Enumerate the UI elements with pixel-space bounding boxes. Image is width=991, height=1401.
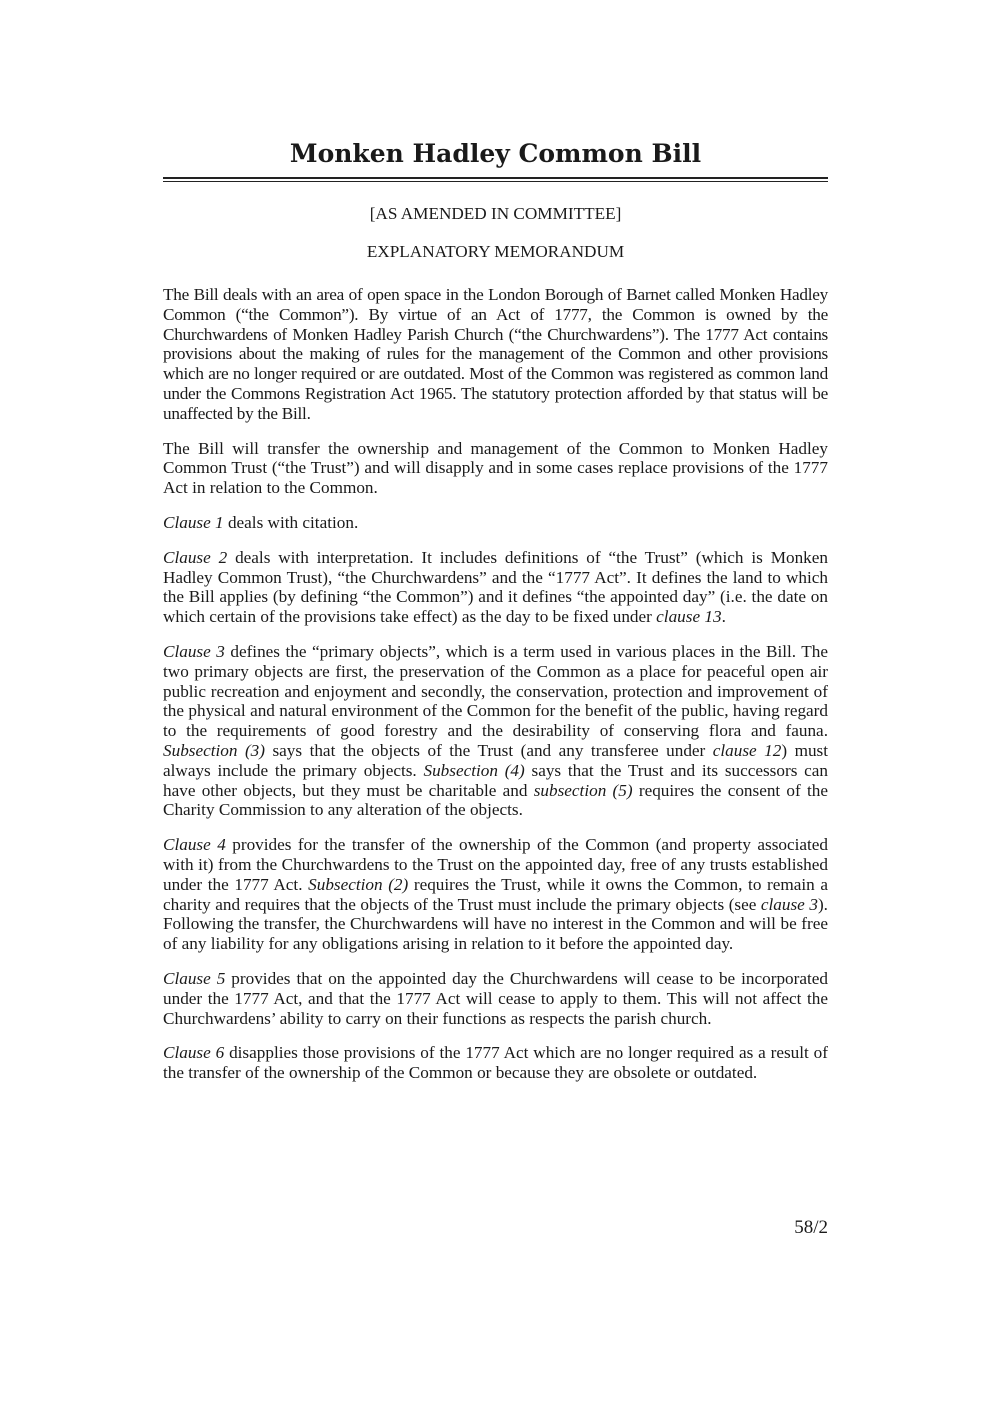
paragraph-clause-1: [163, 513, 828, 533]
italic-reference: Clause 2: [163, 547, 228, 567]
italic-reference: Subsection (3): [163, 740, 265, 760]
paragraph-transfer: [163, 439, 828, 498]
text-run: deals with citation.: [223, 512, 359, 532]
text-run: .: [721, 607, 726, 627]
italic-reference: clause 12: [712, 740, 782, 760]
text-run: defines the “primary objects”, which is a term used in various places in the Bill. The two primary objects are first, the preservation of the Common as a place for peaceful open air public recreation and enjoyment and secondly, the conservation, protection and improvement of the physical and natural environment of the Common for the benefit of the public, having regard to the requirements of good forestry and the desirability of conserving flora and fauna.: [163, 641, 828, 741]
italic-reference: clause 13: [656, 607, 722, 627]
memorandum-body: [163, 285, 828, 1083]
amendment-status: [AS AMENDED IN COMMITTEE]: [369, 204, 622, 223]
text-run: says that the Trust and its successors can have other objects, but they must be charitable and: [163, 760, 828, 800]
italic-reference: Clause 6: [163, 1043, 225, 1063]
text-run: The Bill will transfer the ownership and management of the Common to Monken Hadley Common Trust (“the Trust”) and will disapply and in some cases replace provisions of the 1777 Act in relation to the Common.: [163, 438, 828, 498]
text-run: deals with interpretation. It includes definitions of “the Trust” (which is Monken Hadley Common Trust), “the Churchwardens” and the “1777 Act”. It defines the land to which the Bill applies (by defining “the Common”) and it defines “the appointed day” (i.e. the date on which certain of the provisions take effect) as the day to be fixed under: [163, 547, 828, 627]
memorandum-heading: EXPLANATORY MEMORANDUM: [366, 242, 625, 261]
text-run: says that the objects of the Trust (and any transferee under: [265, 740, 713, 760]
text-run: provides for the transfer of the ownership of the Common (and property associated with it) from the Churchwardens to the Trust on the appointed day, free of any trusts established under the 1777 Act.: [163, 835, 829, 894]
text-run: provides that on the appointed day the Churchwardens will cease to be incorporated under the 1777 Act, and that the 1777 Act will cease to apply to them. This will not affect the Churchwardens’ ability to carry on their functions as respects the parish church.: [163, 968, 828, 1028]
italic-reference: Subsection (2): [308, 874, 409, 894]
paragraph-intro: [163, 285, 828, 424]
text-run: requires the consent of the Charity Commission to any alteration of the objects.: [163, 780, 828, 820]
bill-title: Monken Hadley Common Bill: [289, 139, 702, 168]
paragraph-clause-6: [163, 1043, 828, 1083]
paragraph-clause-4: [163, 835, 828, 954]
document-page: [163, 136, 828, 1098]
text-run: The Bill deals with an area of open space in the London Borough of Barnet called Monken Hadley Common (“the Common”). By virtue of an Act of 1777, the Common is owned by the Churchwardens of Monken Hadley Parish Church (“the Churchwardens”). The 1777 Act contains provisions about the making of rules for the management of the Common and other provisions which are no longer required or are outdated. Most of the Common was registered as common land under the Commons Registration Act 1965. The statutory protection afforded by that status will be unaffected by the Bill.: [163, 285, 828, 423]
italic-reference: Clause 1: [163, 512, 224, 532]
text-run: ). Following the transfer, the Churchwardens will have no interest in the Common and will be free of any liability for any obligations arising in relation to it before the appointed day.: [163, 894, 828, 954]
italic-reference: clause 3: [760, 894, 818, 914]
italic-reference: Clause 5: [163, 968, 226, 988]
italic-reference: Clause 3: [163, 641, 225, 661]
italic-reference: Clause 4: [163, 835, 226, 855]
text-run: requires the Trust, while it owns the Common, to remain a charity and requires that the objects of the Trust must include the primary objects (see: [163, 874, 828, 914]
title-rule-thick: [163, 177, 828, 179]
paragraph-clause-3: [163, 642, 828, 820]
title-rule-thin: [163, 181, 828, 182]
paragraph-clause-5: [163, 969, 828, 1028]
page-number: 58/2: [794, 1217, 828, 1238]
italic-reference: Subsection (4): [423, 760, 525, 780]
italic-reference: subsection (5): [533, 780, 633, 800]
text-run: ) must always include the primary objects.: [163, 740, 829, 780]
text-run: disapplies those provisions of the 1777 Act which are no longer required as a result of the transfer of the ownership of the Common or because they are obsolete or outdated.: [163, 1043, 828, 1083]
paragraph-clause-2: [163, 548, 828, 627]
